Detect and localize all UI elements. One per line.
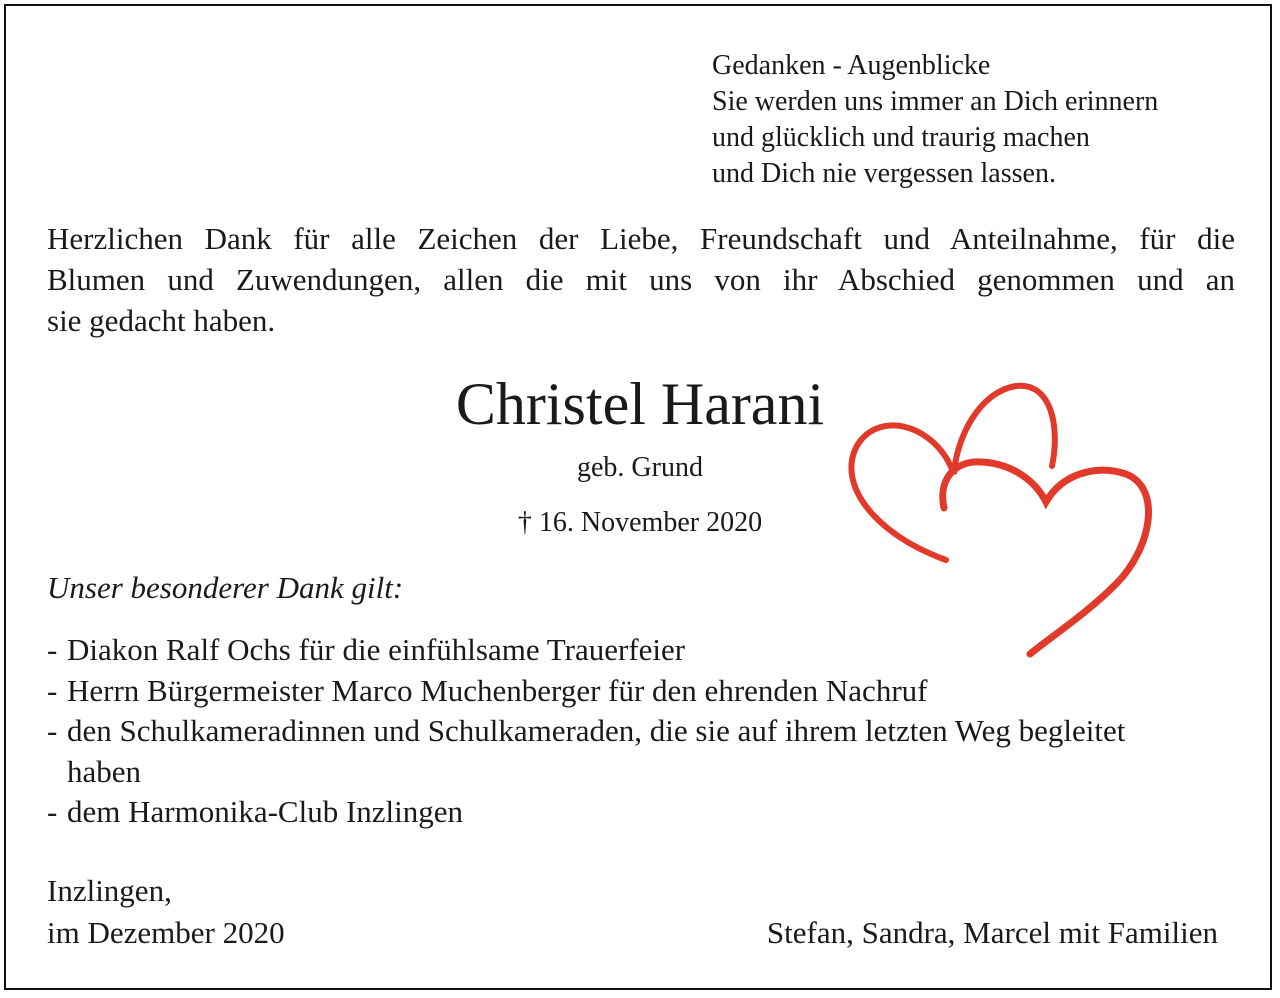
poem-line: und glücklich und traurig machen — [712, 122, 1090, 153]
poem-line: Sie werden uns immer an Dich erinnern — [712, 86, 1159, 117]
poem-line: Gedanken - Augenblicke — [712, 50, 991, 81]
poem — [712, 48, 1158, 192]
list-item — [47, 711, 1197, 792]
death-date: † 16. November 2020 — [517, 507, 763, 538]
heart-right-icon — [943, 462, 1149, 654]
closing-place: Inzlingen, — [47, 873, 172, 908]
intro-line: sie gedacht haben. — [47, 303, 276, 338]
thanks-heading: Unser besonderer Dank gilt: — [47, 570, 404, 605]
thank-you-intro — [47, 218, 1235, 341]
two-hearts-icon — [846, 378, 1158, 660]
list-bullet: - — [47, 713, 58, 748]
list-bullet: - — [47, 632, 58, 667]
list-item-text: Diakon Ralf Ochs für die einfühlsame Trauerfeier — [67, 632, 686, 667]
list-bullet: - — [47, 794, 58, 829]
list-item — [47, 630, 1197, 671]
closing-date: im Dezember 2020 — [47, 915, 285, 950]
intro-line: Blumen und Zuwendungen, allen die mit uns von ihr Abschied genommen und an — [47, 262, 1235, 297]
thanks-list — [47, 630, 1197, 833]
signature: Stefan, Sandra, Marcel mit Familien — [766, 915, 1218, 950]
list-item-text: Herrn Bürgermeister Marco Muchenberger für den ehrenden Nachruf — [67, 672, 928, 708]
intro-line: Herzlichen Dank für alle Zeichen der Liebe, Freundschaft und Anteilnahme, für die — [47, 221, 1235, 256]
list-item-text: den Schulkameradinnen und Schulkameraden, die sie auf ihrem letzten Weg begleitet haben — [67, 713, 1126, 789]
list-item — [47, 792, 1197, 833]
list-item — [47, 671, 1197, 712]
deceased-name: Christel Harani — [455, 371, 825, 437]
maiden-name: geb. Grund — [577, 452, 703, 483]
list-bullet: - — [47, 672, 58, 708]
list-item-text: dem Harmonika-Club Inzlingen — [67, 794, 464, 829]
closing-place-date — [47, 870, 285, 954]
poem-line: und Dich nie vergessen lassen. — [712, 158, 1056, 189]
